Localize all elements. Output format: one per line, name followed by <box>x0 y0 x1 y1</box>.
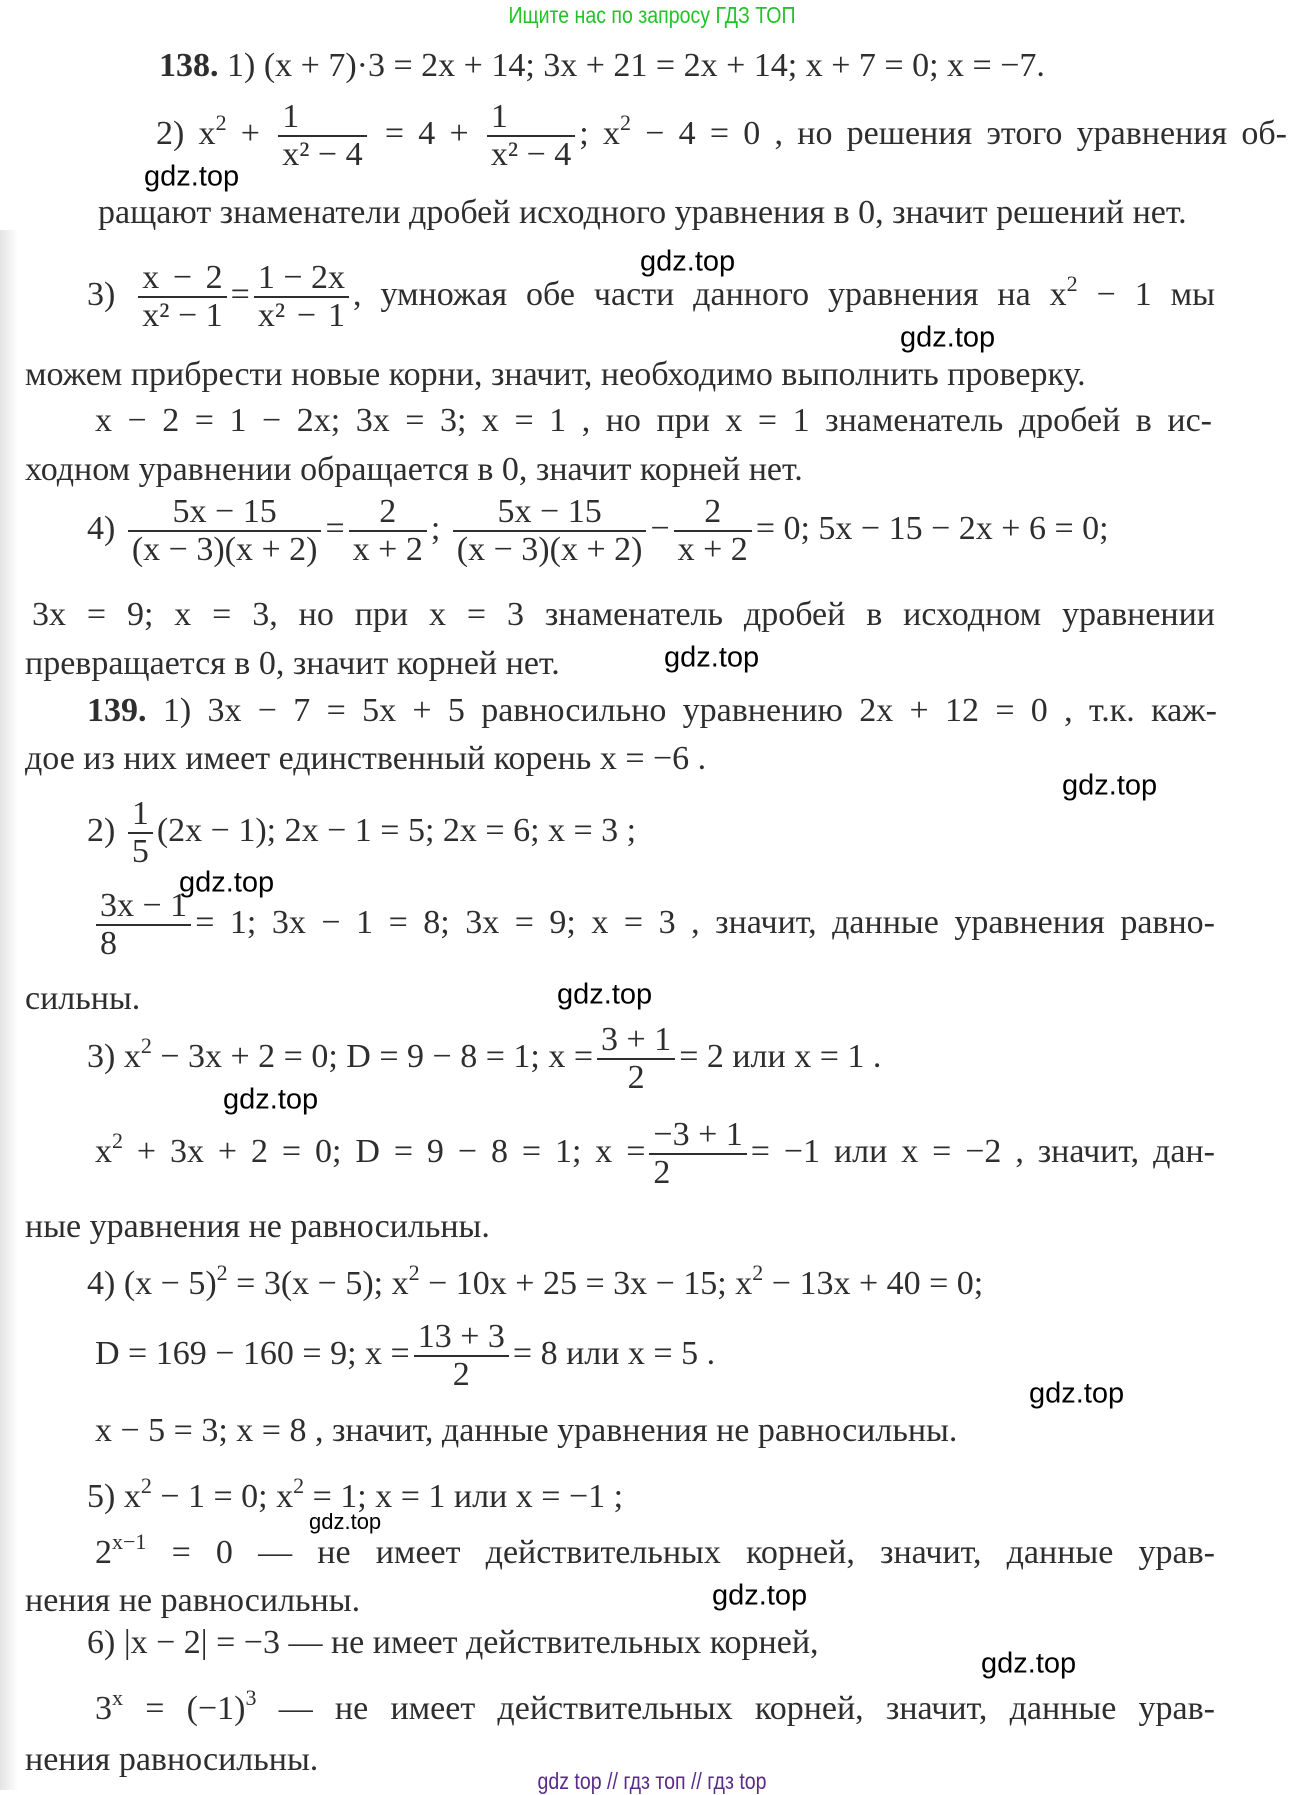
text-run: − 3x + 2 = 0; D = 9 − 8 = 1; x = <box>151 1037 593 1075</box>
text-run: = <box>325 509 345 547</box>
numerator: x − 2 <box>138 260 226 298</box>
exponent: 3 <box>245 1685 257 1710</box>
watermark: gdz.top <box>144 160 240 193</box>
text-run: превращается в 0, значит корней нет. <box>25 645 560 682</box>
text-run: − 1 = 0; x <box>151 1478 294 1515</box>
watermark: gdz.top <box>981 1647 1077 1680</box>
text-run: x <box>95 1132 112 1170</box>
exponent: 2 <box>408 1260 420 1285</box>
watermark: gdz.top <box>557 978 653 1011</box>
text-run: , умножая обе части данного уравнения на x <box>353 275 1067 313</box>
text-run: ные уравнения не равносильны. <box>25 1208 490 1245</box>
text-run: x − 2 = 1 − 2x; 3x = 3; x = 1 , но при x = 1 знаменатель дробей в ис- <box>95 402 1212 439</box>
text-run: = 1; x = 1 или x = −1 ; <box>304 1478 624 1515</box>
text-line <box>159 46 1045 86</box>
text-run: ращают знаменатели дробей исходного уравнения в 0, значит решений нет. <box>98 194 1187 231</box>
text-run: = 3(x − 5); x <box>227 1265 409 1302</box>
fraction <box>96 888 191 962</box>
exponent: 2 <box>140 1032 152 1058</box>
text-run: ; x <box>579 114 620 152</box>
fraction <box>649 1117 746 1191</box>
text-run: ходном уравнении обращается в 0, значит корней нет. <box>25 451 803 488</box>
fraction <box>453 494 647 568</box>
text-run: 4) <box>87 509 124 547</box>
fraction <box>278 99 366 173</box>
numerator: 2 <box>349 494 427 532</box>
exponent: 2 <box>1066 270 1078 296</box>
text-line <box>87 1022 881 1096</box>
numerator: 3x − 1 <box>96 888 191 926</box>
exponent: 2 <box>293 1473 305 1498</box>
text-line <box>25 979 140 1019</box>
exponent: 2 <box>112 1127 123 1153</box>
numerator: 13 + 3 <box>414 1319 509 1357</box>
text-run: = 4 + <box>370 114 483 152</box>
watermark: gdz.top <box>664 641 760 674</box>
text-line <box>98 193 1187 233</box>
text-line <box>95 1319 715 1393</box>
fraction <box>138 260 226 334</box>
fraction <box>128 494 322 568</box>
exponent: 2 <box>619 109 631 135</box>
text-run: 3 <box>95 1690 112 1727</box>
numerator: −3 + 1 <box>649 1117 746 1155</box>
exponent: 2 <box>752 1260 764 1285</box>
text-run: D = 169 − 160 = 9; x = <box>95 1334 410 1372</box>
text-run: = −1 или x = −2 , значит, дан- <box>750 1132 1216 1170</box>
text-line <box>95 401 1212 441</box>
text-line <box>25 355 1086 395</box>
text-line <box>25 644 560 684</box>
text-run: 4) (x − 5) <box>87 1265 217 1302</box>
text-run: = <box>230 275 250 313</box>
fraction <box>597 1022 675 1096</box>
text-line <box>95 1529 1215 1573</box>
denominator: (x − 3)(x + 2) <box>131 531 318 568</box>
text-run: нения не равносильны. <box>25 1582 361 1619</box>
fraction <box>414 1319 509 1393</box>
text-line <box>87 796 636 870</box>
numerator: 1 − 2x <box>254 260 349 298</box>
text-line <box>95 1411 957 1451</box>
text-run: ; <box>430 509 449 547</box>
text-line <box>87 691 1217 731</box>
text-line <box>25 1581 360 1621</box>
text-run: − 13x + 40 = 0; <box>763 1265 984 1302</box>
watermark: gdz.top <box>640 245 736 278</box>
text-run: (2x − 1); 2x − 1 = 5; 2x = 6; x = 3 ; <box>156 811 637 849</box>
exponent: 2 <box>216 1260 228 1285</box>
denominator: x² − 4 <box>282 136 363 173</box>
fraction <box>254 260 349 334</box>
numerator: 5x − 15 <box>128 494 322 532</box>
watermark: gdz.top <box>179 866 275 899</box>
watermark: gdz.top <box>1062 769 1158 802</box>
text-run: = 8 или x = 5 . <box>512 1334 716 1372</box>
watermark: gdz.top <box>712 1579 808 1612</box>
fraction <box>349 494 427 568</box>
denominator: x² − 1 <box>142 297 223 334</box>
text-run: = 2 или x = 1 . <box>679 1037 882 1075</box>
denominator: 2 <box>452 1356 470 1393</box>
watermark: gdz.top <box>900 321 996 354</box>
text-line <box>87 494 1109 568</box>
numerator: 3 + 1 <box>597 1022 675 1060</box>
text-line <box>87 1623 819 1663</box>
denominator: x² − 1 <box>257 297 346 334</box>
denominator: x² − 4 <box>490 136 572 173</box>
exponent: 2 <box>215 109 227 135</box>
denominator: 5 <box>131 833 149 870</box>
text-line <box>32 595 1215 635</box>
site-banner[interactable]: Ищите нас по запросу ГДЗ ТОП <box>508 2 796 28</box>
fraction <box>674 494 752 568</box>
denominator: 2 <box>653 1154 671 1191</box>
text-run: 1) (x + 7)·3 = 2x + 14; 3x + 21 = 2x + 14; x + 7 = 0; x = −7. <box>218 47 1045 84</box>
denominator: 8 <box>100 925 117 962</box>
text-run: можем прибрести новые корни, значит, необходимо выполнить проверку. <box>25 356 1086 393</box>
scan-edge-shadow <box>0 230 18 1790</box>
denominator: x + 2 <box>352 531 423 568</box>
denominator: x + 2 <box>677 531 748 568</box>
text-line <box>95 1685 1215 1729</box>
fraction <box>487 99 575 173</box>
denominator: 2 <box>627 1059 645 1096</box>
site-footer[interactable]: gdz top // гдз топ // гдз top <box>537 1768 767 1794</box>
text-run: − <box>650 509 670 547</box>
text-line <box>87 1260 984 1304</box>
text-line <box>95 1117 1215 1191</box>
text-run: − 4 = 0 , но решения этого уравнения об- <box>630 114 1287 152</box>
exponent: x <box>112 1685 123 1710</box>
text-line <box>25 739 706 779</box>
text-run: 3) <box>87 275 135 313</box>
text-line <box>25 1207 490 1247</box>
text-run: = (−1) <box>123 1690 246 1727</box>
fraction <box>128 796 153 870</box>
text-run: 2) <box>87 811 124 849</box>
text-run: 1) 3x − 7 = 5x + 5 равносильно уравнению 2x + 12 = 0 , т.к. каж- <box>146 692 1217 729</box>
text-line <box>156 99 1287 173</box>
text-run: = 1; 3x − 1 = 8; 3x = 9; x = 3 , значит, данные уравнения равно- <box>195 903 1215 941</box>
text-run: = 0 — не имеет действительных корней, значит, данные урав- <box>146 1534 1215 1571</box>
exponent: 2 <box>140 1473 152 1498</box>
text-run: нения равносильны. <box>25 1741 319 1778</box>
text-line <box>25 450 803 490</box>
numerator: 2 <box>674 494 752 532</box>
text-run: = 0; 5x − 15 − 2x + 6 = 0; <box>755 509 1109 547</box>
text-run: x − 5 = 3; x = 8 , значит, данные уравнения не равносильны. <box>95 1412 958 1449</box>
text-run: 2 <box>95 1534 112 1571</box>
text-run: — не имеет действительных корней, значит, данные урав- <box>256 1690 1215 1727</box>
problem-number: 138. <box>159 47 219 84</box>
exponent: x−1 <box>112 1529 147 1554</box>
text-run: + <box>226 114 275 152</box>
text-run: 2) x <box>156 114 216 152</box>
watermark: gdz.top <box>309 1509 382 1534</box>
text-run: сильны. <box>25 980 141 1017</box>
watermark: gdz.top <box>1029 1377 1125 1410</box>
numerator: 1 <box>128 796 153 834</box>
watermark: gdz.top <box>223 1083 319 1116</box>
numerator: 5x − 15 <box>453 494 647 532</box>
text-run: 3) x <box>87 1037 141 1075</box>
numerator: 1 <box>278 99 366 137</box>
text-run: 6) |x − 2| = −3 — не имеет действительных корней, <box>87 1624 819 1661</box>
numerator: 1 <box>487 99 575 137</box>
denominator: (x − 3)(x + 2) <box>456 531 643 568</box>
problem-number: 139. <box>87 692 147 729</box>
text-run: + 3x + 2 = 0; D = 9 − 8 = 1; x = <box>123 1132 646 1170</box>
text-run: − 10x + 25 = 3x − 15; x <box>419 1265 753 1302</box>
text-run: 5) x <box>87 1478 141 1515</box>
text-run: − 1 мы <box>1077 275 1215 313</box>
text-run: дое из них имеет единственный корень x = −6 . <box>25 740 707 777</box>
text-run: 3x = 9; x = 3, но при x = 3 знаменатель дробей в исходном уравнении <box>32 596 1215 633</box>
